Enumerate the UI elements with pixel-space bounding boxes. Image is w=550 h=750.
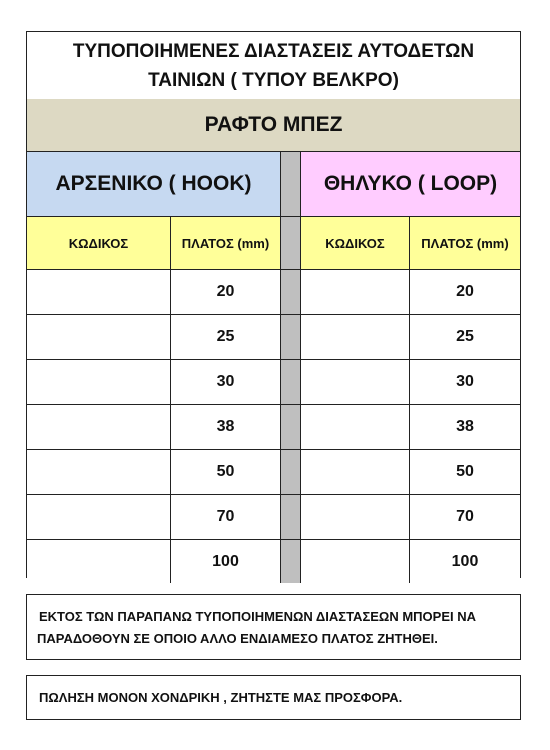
- male-code-cell: [27, 540, 171, 583]
- section-male-hook: ΑΡΣΕΝΙΚΟ ( HOOK): [27, 152, 281, 216]
- custom-width-note-line-2: ΠΑΡΑΔΟΘΟΥΝ ΣΕ ΟΠΟΙΟ ΑΛΛΟ ΕΝΔΙΑΜΕΣΟ ΠΛΑΤΟΣ ΖΗΤΗΘΕΙ.: [37, 631, 438, 646]
- header-row: [27, 217, 520, 270]
- female-width-cell: 30: [410, 360, 520, 404]
- table-row: [27, 270, 520, 315]
- custom-width-note-line-1: ΕΚΤΟΣ ΤΩΝ ΠΑΡΑΠΑΝΩ ΤΥΠΟΠΟΙΗΜΕΝΩΝ ΔΙΑΣΤΑΣΕΩΝ ΜΠΟΡΕΙ ΝΑ: [39, 609, 477, 624]
- male-width-cell: 20: [171, 270, 281, 314]
- column-separator: [281, 152, 301, 216]
- custom-width-note: [26, 594, 521, 660]
- column-separator: [281, 495, 301, 539]
- male-width-cell: 100: [171, 540, 281, 583]
- female-width-cell: 50: [410, 450, 520, 494]
- column-separator: [281, 270, 301, 314]
- female-width-cell: 100: [410, 540, 520, 583]
- male-code-cell: [27, 495, 171, 539]
- title-line-2: ΤΑΙΝΙΩΝ ( ΤΥΠΟΥ ΒΕΛΚΡΟ): [148, 69, 399, 91]
- table-row: [27, 405, 520, 450]
- table-row: [27, 450, 520, 495]
- header-female-width: ΠΛΑΤΟΣ (mm): [410, 217, 520, 269]
- table-row: [27, 540, 520, 583]
- table-row: [27, 495, 520, 540]
- page-title: [27, 32, 520, 100]
- female-width-cell: 20: [410, 270, 520, 314]
- female-code-cell: [301, 495, 410, 539]
- column-separator: [281, 540, 301, 583]
- column-separator: [281, 405, 301, 449]
- male-code-cell: [27, 315, 171, 359]
- section-row: [27, 152, 520, 217]
- column-separator: [281, 217, 301, 269]
- sizes-grid: [27, 152, 520, 583]
- column-separator: [281, 360, 301, 404]
- female-code-cell: [301, 450, 410, 494]
- title-line-1: ΤΥΠΟΠΟΙΗΜΕΝΕΣ ΔΙΑΣΤΑΣΕΙΣ ΑΥΤΟΔΕΤΩΝ: [72, 40, 475, 62]
- table-body: [27, 270, 520, 583]
- male-code-cell: [27, 450, 171, 494]
- female-code-cell: [301, 315, 410, 359]
- male-width-cell: 25: [171, 315, 281, 359]
- header-male-code: ΚΩΔΙΚΟΣ: [27, 217, 171, 269]
- male-width-cell: 38: [171, 405, 281, 449]
- table-row: [27, 315, 520, 360]
- velcro-sizes-table: [26, 31, 521, 578]
- female-code-cell: [301, 360, 410, 404]
- column-separator: [281, 315, 301, 359]
- section-female-loop: ΘΗΛΥΚΟ ( LOOP): [301, 152, 520, 216]
- female-width-cell: 25: [410, 315, 520, 359]
- product-subtitle: ΡΑΦΤΟ ΜΠΕΖ: [27, 99, 520, 152]
- male-width-cell: 70: [171, 495, 281, 539]
- male-code-cell: [27, 405, 171, 449]
- header-female-code: ΚΩΔΙΚΟΣ: [301, 217, 410, 269]
- female-code-cell: [301, 270, 410, 314]
- female-width-cell: 38: [410, 405, 520, 449]
- female-width-cell: 70: [410, 495, 520, 539]
- female-code-cell: [301, 405, 410, 449]
- male-code-cell: [27, 270, 171, 314]
- table-row: [27, 360, 520, 405]
- male-width-cell: 30: [171, 360, 281, 404]
- column-separator: [281, 450, 301, 494]
- header-male-width: ΠΛΑΤΟΣ (mm): [171, 217, 281, 269]
- wholesale-note: ΠΩΛΗΣΗ ΜΟΝΟΝ ΧΟΝΔΡΙΚΗ , ΖΗΤΗΣΤΕ ΜΑΣ ΠΡΟΣΦΟΡΑ.: [26, 675, 521, 720]
- male-width-cell: 50: [171, 450, 281, 494]
- male-code-cell: [27, 360, 171, 404]
- female-code-cell: [301, 540, 410, 583]
